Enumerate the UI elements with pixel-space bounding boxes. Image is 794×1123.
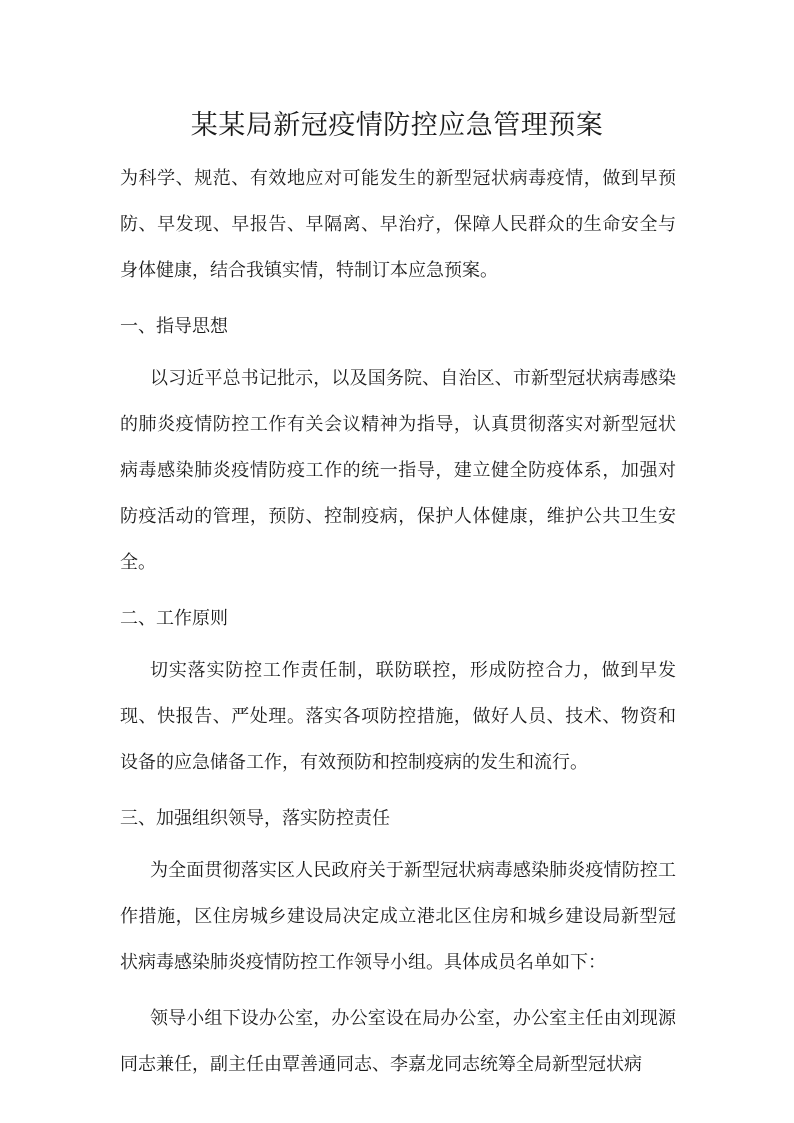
section-paragraph: 领导小组下设办公室，办公室设在局办公室，办公室主任由刘现源同志兼任，副主任由覃善通同志、李嘉龙同志统筹全局新型冠状病 [120,1008,676,1075]
section-heading-organization-leadership: 三、加强组织领导，落实防控责任 [120,808,390,829]
section-paragraph: 切实落实防控工作责任制，联防联控，形成防控合力，做到早发现、快报告、严处理。落实各项防控措施，做好人员、技术、物资和设备的应急储备工作，有效预防和控制疫病的发生和流行。 [120,660,676,773]
section-heading-guiding-ideology: 一、指导思想 [120,316,228,337]
document-body [120,156,676,1088]
section-paragraph: 以习近平总书记批示，以及国务院、自治区、市新型冠状病毒感染的肺炎疫情防控工作有关会议精神为指导，认真贯彻落实对新型冠状病毒感染肺炎疫情防疫工作的统一指导，建立健全防疫体系，加强对防疫活动的管理，预防、控制疫病，保护人体健康，维护公共卫生安全。 [120,368,676,573]
section-paragraph: 为全面贯彻落实区人民政府关于新型冠状病毒感染肺炎疫情防控工作措施，区住房城乡建设局决定成立港北区住房和城乡建设局新型冠状病毒感染肺炎疫情防控工作领导小组。具体成员名单如下： [120,860,676,973]
document-title: 某某局新冠疫情防控应急管理预案 [190,110,604,141]
section-heading-work-principles: 二、工作原则 [120,608,228,629]
intro-paragraph: 为科学、规范、有效地应对可能发生的新型冠状病毒疫情，做到早预防、早发现、早报告、早隔离、早治疗，保障人民群众的生命安全与身体健康，结合我镇实情，特制订本应急预案。 [120,168,676,281]
